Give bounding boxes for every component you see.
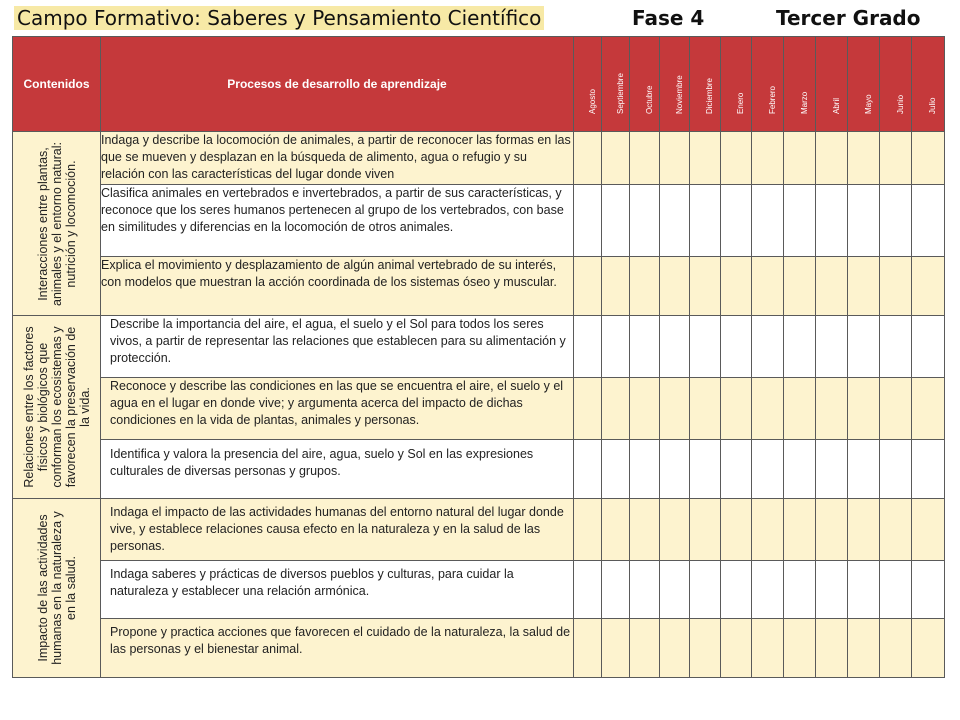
contenido-cell	[13, 132, 101, 316]
month-cell[interactable]	[660, 619, 690, 678]
planning-table	[12, 36, 945, 678]
table-row	[13, 316, 945, 378]
proceso-cell: Describe la importancia del aire, el agua, el suelo y el Sol para todos los seres vivos, a partir de representar las relaciones que establecen para su alimentación y protección.	[101, 316, 574, 378]
month-cell[interactable]	[690, 257, 721, 316]
month-cell[interactable]	[784, 132, 816, 185]
month-cell[interactable]	[912, 257, 945, 316]
month-cell[interactable]	[816, 185, 848, 257]
month-cell[interactable]	[574, 257, 602, 316]
table-row	[13, 257, 945, 316]
month-cell[interactable]	[912, 378, 945, 440]
month-cell[interactable]	[816, 440, 848, 499]
month-cell[interactable]	[784, 378, 816, 440]
month-cell[interactable]	[574, 499, 602, 561]
month-cell[interactable]	[816, 619, 848, 678]
month-cell[interactable]	[848, 185, 880, 257]
month-cell[interactable]	[880, 257, 912, 316]
month-cell[interactable]	[690, 561, 721, 619]
month-cell[interactable]	[752, 132, 784, 185]
month-cell[interactable]	[816, 257, 848, 316]
month-cell[interactable]	[602, 499, 630, 561]
month-cell[interactable]	[660, 499, 690, 561]
month-cell[interactable]	[784, 257, 816, 316]
month-cell[interactable]	[660, 132, 690, 185]
month-cell[interactable]	[602, 440, 630, 499]
month-cell[interactable]	[660, 316, 690, 378]
month-cell[interactable]	[912, 499, 945, 561]
header-month: Enero	[721, 37, 752, 132]
proceso-cell: Propone y practica acciones que favorecen el cuidado de la naturaleza, la salud de las personas y el bienestar animal.	[101, 619, 574, 678]
month-cell[interactable]	[602, 619, 630, 678]
header-month: Junio	[880, 37, 912, 132]
grade-label: Tercer Grado	[776, 6, 921, 30]
month-cell[interactable]	[660, 185, 690, 257]
contenido-cell	[13, 499, 101, 678]
month-cell[interactable]	[848, 619, 880, 678]
month-cell[interactable]	[690, 378, 721, 440]
month-cell[interactable]	[752, 499, 784, 561]
month-cell[interactable]	[574, 378, 602, 440]
month-cell[interactable]	[752, 185, 784, 257]
table-row	[13, 561, 945, 619]
month-cell[interactable]	[721, 561, 752, 619]
month-cell[interactable]	[784, 619, 816, 678]
month-cell[interactable]	[721, 257, 752, 316]
month-cell[interactable]	[721, 619, 752, 678]
month-cell[interactable]	[660, 561, 690, 619]
table-row	[13, 440, 945, 499]
month-cell[interactable]	[848, 440, 880, 499]
table-row	[13, 132, 945, 185]
month-cell[interactable]	[630, 378, 660, 440]
proceso-cell: Indaga saberes y prácticas de diversos pueblos y culturas, para cuidar la naturaleza y establecer una relación armónica.	[101, 561, 574, 619]
phase-label: Fase 4	[632, 6, 705, 30]
table-header-row	[13, 37, 945, 132]
month-cell[interactable]	[602, 185, 630, 257]
month-cell[interactable]	[602, 316, 630, 378]
month-cell[interactable]	[880, 378, 912, 440]
proceso-cell: Explica el movimiento y desplazamiento de algún animal vertebrado de su interés, con modelos que muestran la acción coordinada de los sistemas óseo y muscular.	[101, 257, 574, 316]
month-cell[interactable]	[602, 257, 630, 316]
month-cell[interactable]	[630, 132, 660, 185]
table-row	[13, 619, 945, 678]
header-procesos: Procesos de desarrollo de aprendizaje	[101, 37, 574, 132]
month-cell[interactable]	[912, 440, 945, 499]
month-cell[interactable]	[630, 257, 660, 316]
header-month: Abril	[816, 37, 848, 132]
header-month: Febrero	[752, 37, 784, 132]
month-cell[interactable]	[752, 257, 784, 316]
month-cell[interactable]	[880, 316, 912, 378]
month-cell[interactable]	[848, 499, 880, 561]
month-cell[interactable]	[574, 561, 602, 619]
month-cell[interactable]	[880, 185, 912, 257]
month-cell[interactable]	[660, 257, 690, 316]
month-cell[interactable]	[630, 619, 660, 678]
month-cell[interactable]	[690, 619, 721, 678]
page-title: Campo Formativo: Saberes y Pensamiento Científico	[14, 6, 544, 30]
month-cell[interactable]	[660, 378, 690, 440]
month-cell[interactable]	[912, 132, 945, 185]
month-cell[interactable]	[784, 499, 816, 561]
month-cell[interactable]	[690, 316, 721, 378]
month-cell[interactable]	[690, 499, 721, 561]
header-month: Mayo	[848, 37, 880, 132]
month-cell[interactable]	[721, 185, 752, 257]
proceso-cell: Reconoce y describe las condiciones en las que se encuentra el aire, el suelo y el agua en el lugar en donde vive; y argumenta acerca del impacto de dichas condiciones en la vida de plantas, animales y personas.	[101, 378, 574, 440]
month-cell[interactable]	[574, 132, 602, 185]
month-cell[interactable]	[816, 316, 848, 378]
month-cell[interactable]	[912, 316, 945, 378]
month-cell[interactable]	[880, 619, 912, 678]
contenido-label: Impacto de las actividades humanas en la naturaleza y en la salud.	[35, 511, 78, 665]
month-cell[interactable]	[690, 185, 721, 257]
header-month: Julio	[912, 37, 945, 132]
month-cell[interactable]	[721, 316, 752, 378]
contenido-label: Interacciones entre plantas, animales y el entorno natural: nutrición y locomoción.	[35, 141, 78, 306]
header-month: Marzo	[784, 37, 816, 132]
month-cell[interactable]	[912, 561, 945, 619]
table-row	[13, 185, 945, 257]
header-month: Septiembre	[602, 37, 630, 132]
header-month: Agosto	[574, 37, 602, 132]
month-cell[interactable]	[848, 561, 880, 619]
month-cell[interactable]	[848, 378, 880, 440]
proceso-cell: Indaga y describe la locomoción de animales, a partir de reconocer las formas en las que se mueven y desplazan en la búsqueda de alimento, agua o refugio y su relación con las características del lugar donde viven	[101, 132, 574, 185]
month-cell[interactable]	[880, 440, 912, 499]
contenido-cell	[13, 316, 101, 499]
month-cell[interactable]	[721, 378, 752, 440]
month-cell[interactable]	[630, 499, 660, 561]
header-month: Diciembre	[690, 37, 721, 132]
month-cell[interactable]	[848, 132, 880, 185]
month-cell[interactable]	[630, 316, 660, 378]
month-cell[interactable]	[602, 378, 630, 440]
month-cell[interactable]	[721, 440, 752, 499]
month-cell[interactable]	[848, 316, 880, 378]
month-cell[interactable]	[912, 619, 945, 678]
month-cell[interactable]	[816, 499, 848, 561]
month-cell[interactable]	[784, 561, 816, 619]
table-row	[13, 499, 945, 561]
month-cell[interactable]	[630, 561, 660, 619]
month-cell[interactable]	[880, 132, 912, 185]
header-month: Noviembre	[660, 37, 690, 132]
month-cell[interactable]	[784, 316, 816, 378]
proceso-cell: Clasifica animales en vertebrados e invertebrados, a partir de sus características, y reconoce que los seres humanos pertenecen al grupo de los vertebrados, con base en similitudes y diferencias en la locomoción de otros animales.	[101, 185, 574, 257]
month-cell[interactable]	[848, 257, 880, 316]
month-cell[interactable]	[880, 499, 912, 561]
header-month: Octubre	[630, 37, 660, 132]
month-cell[interactable]	[784, 440, 816, 499]
proceso-cell: Indaga el impacto de las actividades humanas del entorno natural del lugar donde vive, y establece relaciones causa efecto en la naturaleza y en la salud de las personas.	[101, 499, 574, 561]
month-cell[interactable]	[784, 185, 816, 257]
header-contenidos: Contenidos	[13, 37, 101, 132]
month-cell[interactable]	[690, 440, 721, 499]
month-cell[interactable]	[752, 378, 784, 440]
month-cell[interactable]	[816, 132, 848, 185]
month-cell[interactable]	[574, 185, 602, 257]
month-cell[interactable]	[752, 316, 784, 378]
month-cell[interactable]	[752, 561, 784, 619]
month-cell[interactable]	[816, 378, 848, 440]
contenido-label: Relaciones entre los factores físicos y biológicos que conforman los ecosistemas y favorecen la preservación de la vida.	[21, 326, 92, 488]
table-row	[13, 378, 945, 440]
month-cell[interactable]	[690, 132, 721, 185]
month-cell[interactable]	[721, 132, 752, 185]
month-cell[interactable]	[880, 561, 912, 619]
month-cell[interactable]	[816, 561, 848, 619]
month-cell[interactable]	[912, 185, 945, 257]
proceso-cell: Identifica y valora la presencia del aire, agua, suelo y Sol en las expresiones culturales de diversas personas y grupos.	[101, 440, 574, 499]
month-cell[interactable]	[630, 440, 660, 499]
month-cell[interactable]	[602, 132, 630, 185]
month-cell[interactable]	[574, 316, 602, 378]
month-cell[interactable]	[752, 619, 784, 678]
month-cell[interactable]	[752, 440, 784, 499]
month-cell[interactable]	[721, 499, 752, 561]
month-cell[interactable]	[574, 440, 602, 499]
month-cell[interactable]	[574, 619, 602, 678]
month-cell[interactable]	[630, 185, 660, 257]
month-cell[interactable]	[602, 561, 630, 619]
month-cell[interactable]	[660, 440, 690, 499]
